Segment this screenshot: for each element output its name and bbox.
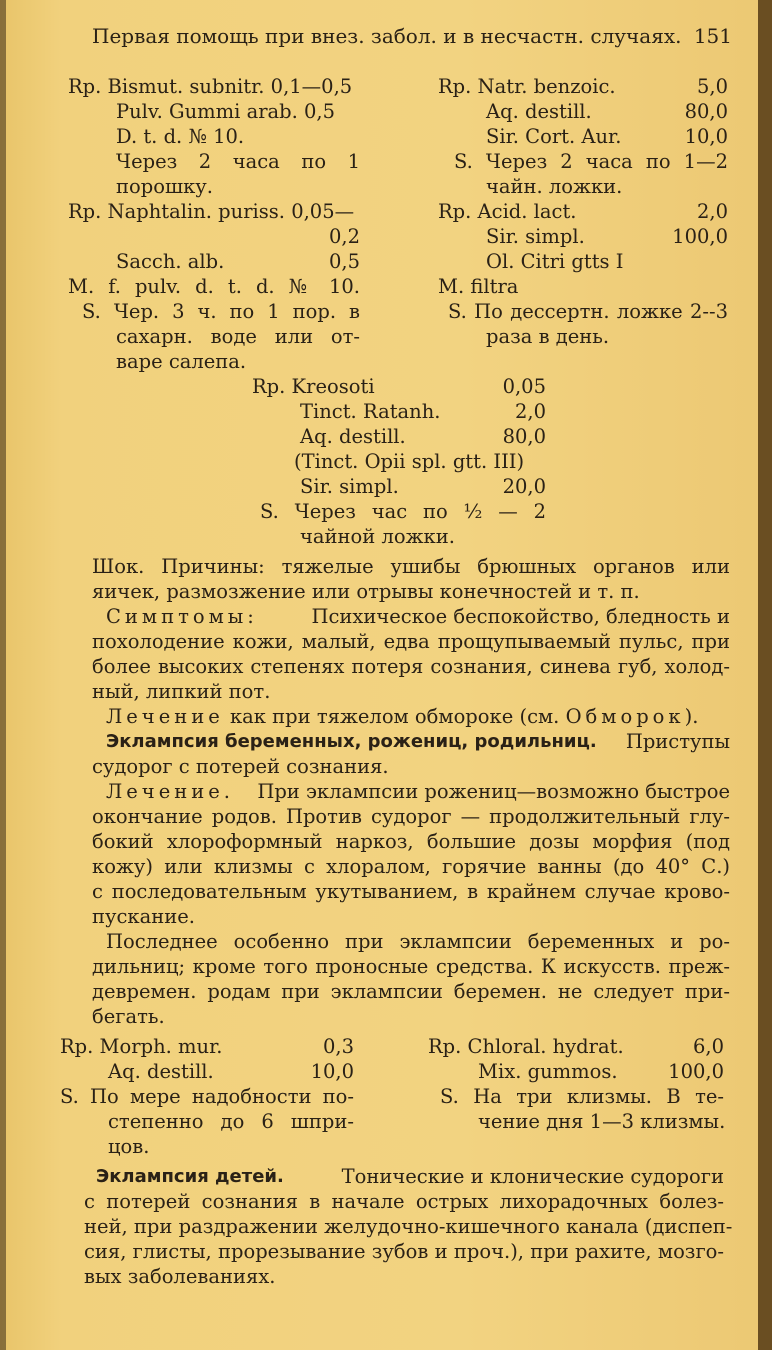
rx-value: 100,0	[672, 225, 728, 248]
rx-value: 5,0	[696, 75, 728, 98]
rx-line: Mix. gummos.	[478, 1060, 618, 1083]
rx-value: 100,0	[668, 1060, 724, 1083]
rx-line: Sir. simpl.	[486, 225, 585, 248]
symptoms-label: Симптомы:	[106, 605, 258, 628]
rx-value: 80,0	[684, 100, 728, 123]
text-line: яичек, размозжение или отрывы конечностей и т. п.	[92, 580, 640, 603]
rx-line: чайн. ложки.	[486, 175, 623, 198]
rx-line: M. f. pulv. d. t. d. № 10.	[68, 275, 360, 298]
text-line: вых заболеваниях.	[84, 1265, 276, 1288]
rx-line: Rp. Naphtalin. puriss. 0,05—	[68, 200, 355, 223]
page-left-edge	[0, 0, 6, 1350]
page-number: 151	[693, 24, 732, 48]
text-line: похолодение кожи, малый, едва прощупываемый пульс, при	[92, 630, 730, 653]
section-heading: Эклампсия детей.	[96, 1166, 284, 1187]
rx-value: 20,0	[502, 475, 546, 498]
running-header	[92, 24, 732, 54]
rx-value: 6,0	[692, 1035, 724, 1058]
rx-line: M. filtra	[438, 275, 519, 298]
rx-line: S. По дессертн. ложке 2--3	[448, 300, 728, 323]
rx-line: Rp. Morph. mur.	[60, 1035, 223, 1058]
page-right-edge	[758, 0, 772, 1350]
treatment-label: Лечение.	[106, 780, 234, 803]
rx-line: Pulv. Gummi arab. 0,5	[116, 100, 336, 123]
text-line: более высоких степенях потеря сознания, синева губ, холод-	[92, 655, 730, 678]
rx-line: S. На три клизмы. В те-	[440, 1085, 724, 1108]
rx-line: порошку.	[116, 175, 213, 198]
rx-line: Rp. Bismut. subnitr. 0,1—0,5	[68, 75, 353, 98]
rx-line: Rp. Kreosoti	[252, 375, 375, 398]
text-line: бегать.	[92, 1005, 165, 1028]
rx-value: 0,5	[328, 250, 360, 273]
rx-line: Rp. Acid. lact.	[438, 200, 577, 223]
rx-line: (Tinct. Opii spl. gtt. III)	[294, 450, 525, 473]
rx-line: сахарн. воде или от-	[116, 325, 360, 348]
text-span: ).	[684, 705, 699, 728]
rx-line: Ol. Citri gtts I	[486, 250, 624, 273]
rx-line: Tinct. Ratanh.	[300, 400, 441, 423]
rx-line: Sir. simpl.	[300, 475, 399, 498]
text-line	[106, 704, 698, 729]
rx-value: 0,05	[502, 375, 546, 398]
rx-line: S. По мере надобности по-	[60, 1085, 354, 1108]
text-line: Последнее особенно при эклампсии беременных и ро-	[106, 930, 730, 953]
text-line: девремен. родам при эклампсии беремен. не следует при-	[92, 980, 730, 1003]
rx-line: Aq. destill.	[108, 1060, 214, 1083]
text-line	[92, 604, 730, 629]
rx-value: 0,3	[322, 1035, 354, 1058]
rx-line: Aq. destill.	[300, 425, 406, 448]
treatment-label: Лечение	[106, 705, 224, 728]
rx-value: 2,0	[696, 200, 728, 223]
text-line: с потерей сознания в начале острых лихорадочных болез-	[84, 1190, 724, 1213]
section-heading: Эклампсия беременных, рожениц, родильниц.	[106, 731, 597, 752]
rx-line: D. t. d. № 10.	[116, 125, 245, 148]
text-line: Шок. Причины: тяжелые ушибы брюшных органов или	[92, 555, 730, 578]
rx-value: 2,0	[514, 400, 546, 423]
rx-line: Rp. Chloral. hydrat.	[428, 1035, 624, 1058]
text-span: Психическое беспокойство, бледность и	[311, 605, 730, 628]
text-line: сия, глисты, прорезывание зубов и проч.), при рахите, мозго-	[84, 1240, 724, 1263]
cross-reference: Обморок	[565, 705, 685, 728]
rx-line: Sacch. alb.	[116, 250, 225, 273]
rx-line: раза в день.	[486, 325, 610, 348]
text-line: кожу) или клизмы с хлоралом, горячие ванны (до 40° С.)	[92, 855, 730, 878]
rx-line: чайной ложки.	[300, 525, 455, 548]
text-span: Приступы	[625, 730, 730, 753]
rx-line: степенно до 6 шпри-	[108, 1110, 354, 1133]
text-line: окончание родов. Против судорог — продолжительный глу-	[92, 805, 730, 828]
rx-line: Rp. Natr. benzoic.	[438, 75, 616, 98]
text-span: как при тяжелом обмороке (см.	[229, 705, 560, 728]
text-line	[106, 779, 730, 804]
text-line: судорог с потерей сознания.	[92, 755, 389, 778]
rx-line: S. Через час по ½ — 2	[260, 500, 546, 523]
rx-line: S. Чер. 3 ч. по 1 пор. в	[82, 300, 360, 323]
rx-line: Sir. Cort. Aur.	[486, 125, 622, 148]
rx-line: Aq. destill.	[486, 100, 592, 123]
rx-line: S. Через 2 часа по 1—2	[454, 150, 728, 173]
rx-value: 0,2	[328, 225, 360, 248]
text-line: пускание.	[92, 905, 195, 928]
text-span: Тонические и клонические судороги	[341, 1165, 724, 1188]
text-line: с последовательным укутыванием, в крайнем случае крово-	[92, 880, 730, 903]
text-line: ней, при раздражении желудочно-кишечного канала (диспеп-	[84, 1215, 733, 1238]
header-title: Первая помощь при внез. забол. и в несчастн. случаях.	[92, 24, 682, 48]
rx-value: 10,0	[310, 1060, 354, 1083]
text-line: ный, липкий пот.	[92, 680, 271, 703]
text-line: бокий хлороформный наркоз, большие дозы морфия (под	[92, 830, 730, 853]
rx-line: чение дня 1—3 клизмы.	[478, 1110, 726, 1133]
text-span: При эклампсии рожениц—возможно быстрое	[257, 780, 730, 803]
text-line: дильниц; кроме того проносные средства. К искусств. преж-	[92, 955, 730, 978]
rx-line: Через 2 часа по 1	[116, 150, 360, 173]
rx-line: варе салепа.	[116, 350, 247, 373]
text-line	[106, 729, 730, 754]
rx-line: цов.	[108, 1135, 150, 1158]
rx-value: 10,0	[684, 125, 728, 148]
rx-value: 80,0	[502, 425, 546, 448]
text-line	[96, 1164, 724, 1189]
